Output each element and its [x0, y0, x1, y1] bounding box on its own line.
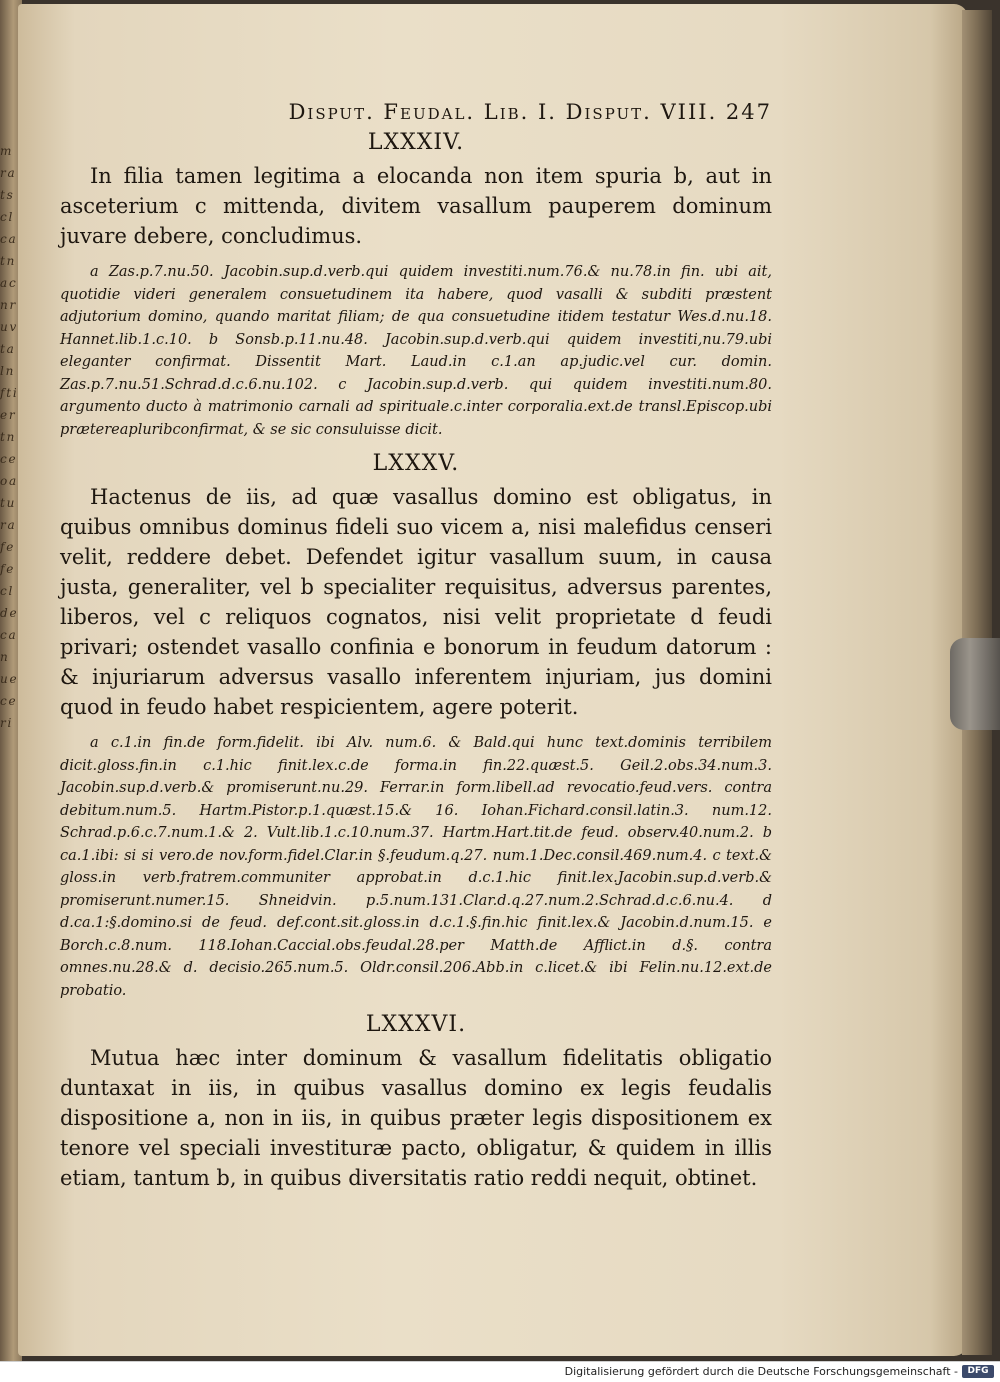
dfg-logo-icon: DFG — [962, 1365, 994, 1378]
section-84 — [60, 130, 772, 441]
funding-notice: Digitalisierung gefördert durch die Deutsche Forschungsgemeinschaft - — [564, 1365, 958, 1378]
section-notes: a c.1.in fin.de form.fidelit. ibi Alv. num.6. & Bald.qui hunc text.dominis terribilem dicit.gloss.fin.in c.1.hic finit.lex.c.de forma.in fin.22.quæst.5. Geil.2.obs.34.num.3. Jacobin.sup.d.verb.& promiserunt.nu.29. Ferrar.in form.libell.ad revocatio.feud.vers. contra debitum.num.5. Hartm.Pistor.p.1.quæst.15.& 16. Iohan.Fichard.consil.latin.3. num.12. Schrad.p.6.c.7.num.1.& 2. Vult.lib.1.c.10.num.37. Hartm.Hart.tit.de feud. observ.40.num.2. b ca.1.ibi: si si vero.de nov.form.fidel.Clar.in §.feudum.q.27. num.1.Dec.consil.469.num.4. c text.& gloss.in verb.fratrem.communiter approbat.in d.c.1.hic finit.lex.Jacobin.sup.d.verb.& promiserunt.numer.15. Shneidvin. p.5.num.131.Clar.d.q.27.num.2.Schrad.d.c.6.nu.4. d d.ca.1:§.domino.si de feud. def.cont.sit.gloss.in d.c.1.§.fin.hic finit.lex.& Jacobin.d.num.15. e Borch.c.8.num. 118.Iohan.Caccial.obs.feudal.28.per Matth.de Afflict.in d.§. contra omnes.nu.28.& d. decisio.265.num.5. Oldr.consil.206.Abb.in c.licet.& ibi Felin.nu.12.ext.de probatio. — [60, 735, 772, 999]
section-85 — [60, 451, 772, 1002]
section-text: Mutua hæc inter dominum & vasallum fidelitatis obligatio duntaxat in iis, in quibus vasallus domino ex legis feudalis dispositione a, non in iis, in quibus præter legis dispositionem ex tenore vel speciali investituræ pacto, obligatur, & quidem in illis etiam, tantum b, in quibus diversitatis ratio reddi nequit, obtinet. — [60, 1046, 772, 1190]
section-text: In filia tamen legitima a elocanda non item spuria b, aut in asceterium c mittenda, divitem vasallum pauperem dominum juvare debere, concludimus. — [60, 164, 772, 248]
section-86 — [60, 1012, 772, 1193]
page-clip — [950, 638, 1000, 730]
page-content — [60, 100, 772, 1203]
section-notes: a Zas.p.7.nu.50. Jacobin.sup.d.verb.qui quidem investiti.num.76.& nu.78.in fin. ubi ait, quotidie videri generalem consuetudinem ita habere, quod vasalli & subditi præstent adjutorium domino, quando maritat filiam; de qua consuetudine itidem testatur Wes.d.nu.18. Hannet.lib.1.c.10. b Sonsb.p.11.nu.48. Jacobin.sup.d.verb.qui quidem investiti,nu.79.ubi eleganter confirmat. Dissentit Mart. Laud.in c.1.an ap.judic.vel cur. domin. Zas.p.7.nu.51.Schrad.d.c.6.nu.102. c Jacobin.sup.d.verb. qui quidem investiti.num.80. argumento ducto à matrimonio carnali ad spirituale.c.inter corporalia.ext.de transl.Episcop.ubi prætereapluribconfirmat, & se sic consuluisse dicit. — [60, 264, 772, 438]
section-number: LXXXV. — [372, 451, 460, 476]
section-number: LXXXIV. — [367, 130, 465, 155]
footer-bar — [0, 1361, 1000, 1382]
section-number: LXXXVI. — [365, 1012, 467, 1037]
marginal-text-left: m r a t s c l c a t n a c n r u v t a l n f t i e r t n c e o a t u r a f e f e c l d e c a n u e c e r i — [0, 144, 16, 730]
running-header: Disput. Feudal. Lib. I. Disput. VIII. 247 — [288, 100, 772, 124]
section-text: Hactenus de iis, ad quæ vasallus domino est obligatus, in quibus omnibus dominus fideli suo vicem a, nisi malefidus censeri velit, reddere debet. Defendet igitur vasallum suum, in causa justa, generaliter, vel b specialiter requisitus, adversus parentes, liberos, vel c reliquos cognatos, nisi velit proprietate d feudi privari; ostendet vasallo confinia e bonorum in feudum datorum : & injuriarum adversus vasallo inferentem injuriam, jus domini quod in feudo habet respicientem, agere poterit. — [60, 485, 772, 719]
